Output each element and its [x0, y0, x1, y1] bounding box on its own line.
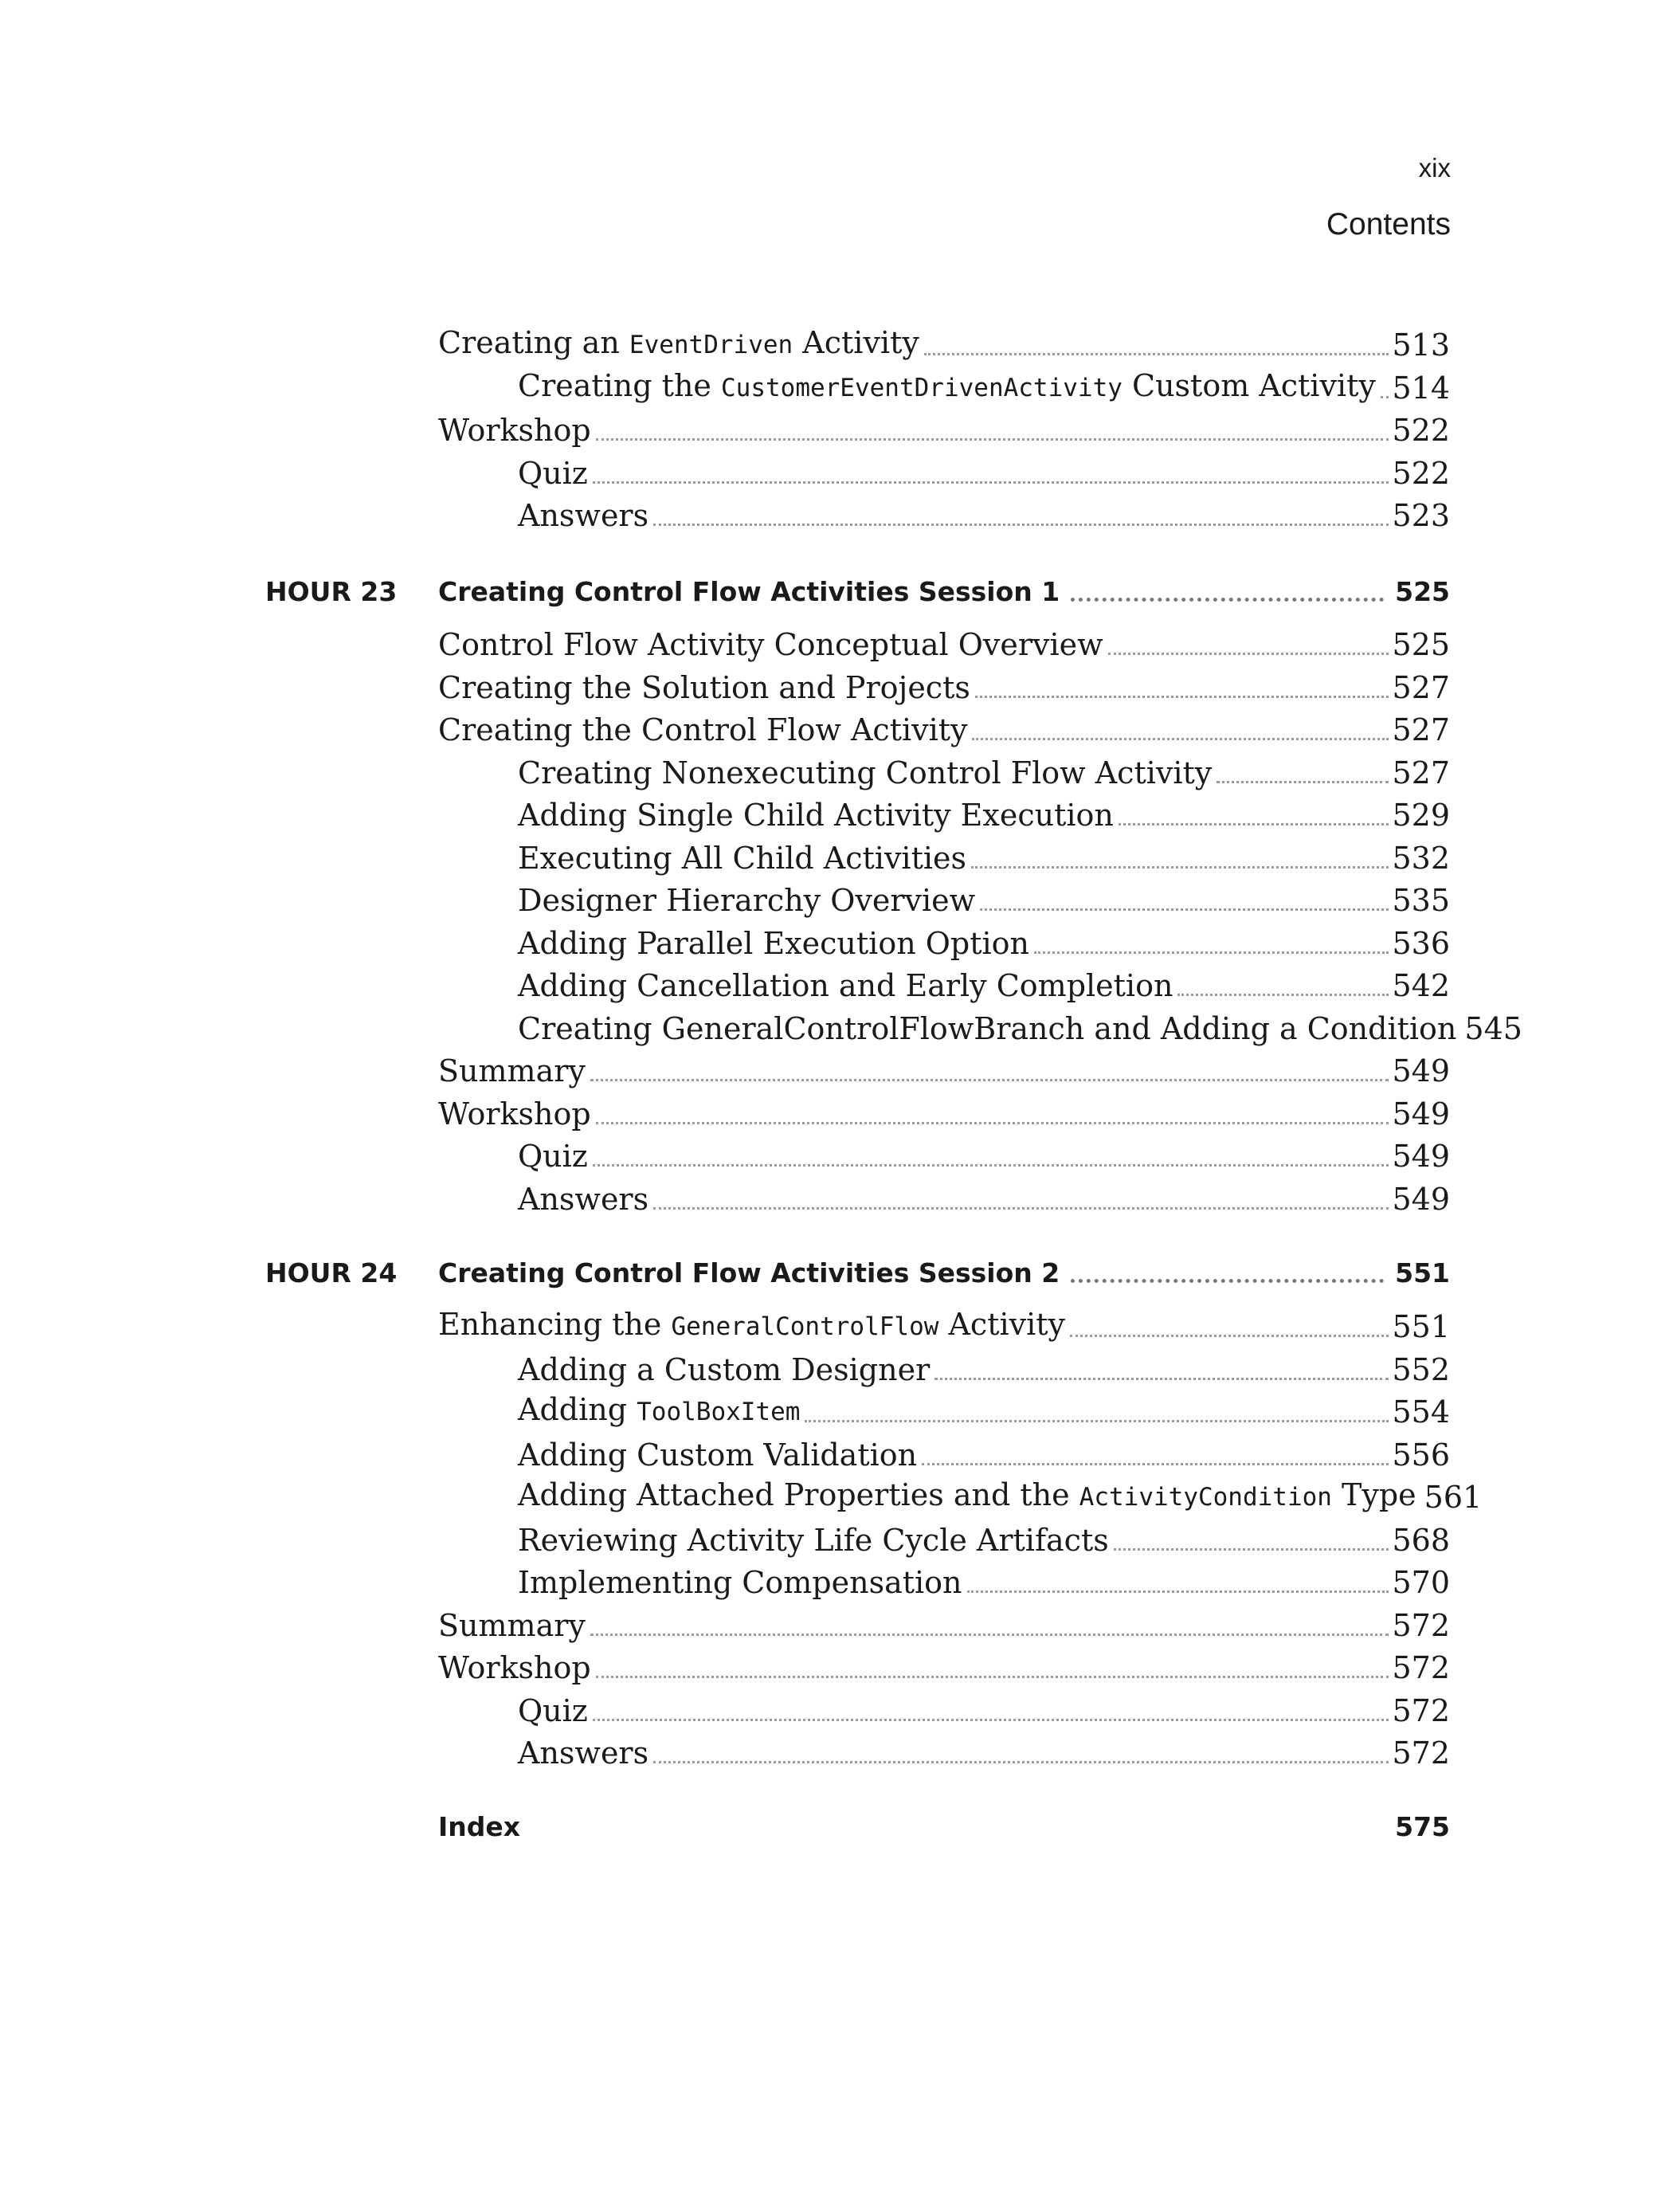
entry-title: [438, 1094, 591, 1134]
toc-entry[interactable]: [438, 1051, 1450, 1091]
entry-text: Quiz: [518, 455, 588, 491]
toc-entry[interactable]: [438, 625, 1450, 665]
entry-code: ToolBoxItem: [637, 1398, 801, 1426]
entry-code: CustomerEventDrivenActivity: [721, 373, 1123, 402]
entry-title: [518, 1350, 930, 1390]
entry-text: Executing All Child Activities: [518, 840, 966, 876]
entry-text: Answers: [518, 498, 649, 533]
dot-leader: [1119, 822, 1389, 826]
entry-text: Adding Parallel Execution Option: [518, 925, 1030, 961]
dot-leader: [971, 865, 1389, 869]
entry-text: Workshop: [438, 1650, 591, 1685]
entry-text: Adding a Custom Designer: [518, 1351, 931, 1387]
entry-page: 572: [1392, 1692, 1450, 1728]
toc-entry[interactable]: [438, 1094, 1450, 1134]
index-heading[interactable]: [438, 1807, 1450, 1847]
entry-title: [518, 1475, 1416, 1517]
dot-leader: [967, 1590, 1389, 1593]
entry-text: Creating an: [438, 325, 629, 360]
entry-page: 568: [1392, 1522, 1450, 1558]
dot-leader: [1114, 1547, 1389, 1551]
entry-page: 545: [1464, 1010, 1522, 1046]
entry-page: 536: [1392, 925, 1450, 961]
toc-entry[interactable]: [518, 1563, 1450, 1602]
entry-title: [438, 668, 970, 708]
toc-entry[interactable]: [518, 838, 1450, 878]
dot-leader: [593, 1163, 1389, 1167]
entry-text: Creating the Solution and Projects: [438, 669, 970, 705]
entry-text: Quiz: [518, 1139, 588, 1174]
dot-leader: [980, 908, 1389, 911]
entry-text: Workshop: [438, 413, 591, 448]
chapter-title: Creating Control Flow Activities Session 2: [438, 1257, 1060, 1288]
entry-title: [518, 366, 1376, 408]
entry-page: 561: [1424, 1480, 1483, 1515]
entry-title: [518, 838, 966, 878]
toc-entry[interactable]: [518, 880, 1450, 920]
dot-leader: [805, 1419, 1389, 1422]
toc-entry[interactable]: [518, 1009, 1522, 1049]
toc-entry[interactable]: [518, 1392, 1450, 1432]
entry-page: 514: [1392, 370, 1450, 406]
dot-leader: [1108, 652, 1389, 655]
entry-page: 570: [1392, 1565, 1450, 1600]
entry-title: [518, 1435, 917, 1475]
entry-title: [518, 1179, 648, 1219]
entry-title: [438, 1648, 591, 1688]
entry-page: 551: [1392, 1309, 1450, 1344]
index-title: Index: [438, 1811, 521, 1842]
entry-text: Creating the: [518, 367, 721, 403]
toc-entry[interactable]: [438, 1606, 1450, 1645]
dot-leader: [975, 695, 1389, 698]
dot-leader: [593, 480, 1389, 484]
toc-entry[interactable]: [518, 1520, 1450, 1560]
entry-title: [518, 1009, 1456, 1049]
dot-leader: [972, 737, 1389, 740]
entry-text: Workshop: [438, 1096, 591, 1131]
entry-page: 522: [1392, 455, 1450, 491]
entry-text: Summary: [438, 1053, 586, 1088]
entry-title: [518, 924, 1029, 963]
dot-leader: [653, 1760, 1389, 1763]
index-page: 575: [1395, 1811, 1450, 1842]
entry-text: Type: [1331, 1477, 1416, 1512]
entry-title: [438, 323, 919, 365]
entry-title: [518, 795, 1114, 835]
entry-page: 523: [1392, 498, 1450, 533]
entry-page: 549: [1392, 1053, 1450, 1088]
entry-title: [518, 753, 1212, 793]
dot-leader: [590, 1078, 1389, 1081]
chapter-heading[interactable]: [438, 572, 1450, 612]
entry-page: 527: [1392, 755, 1450, 790]
toc-entry[interactable]: [518, 1733, 1450, 1773]
entry-text: Designer Hierarchy Overview: [518, 883, 976, 918]
dot-leader: [1177, 993, 1389, 996]
entry-text: Reviewing Activity Life Cycle Artifacts: [518, 1522, 1109, 1558]
entry-title: [518, 453, 588, 493]
entry-title: [518, 1390, 800, 1432]
toc-entry[interactable]: [438, 1648, 1450, 1688]
entry-text: Quiz: [518, 1692, 588, 1728]
chapter-page: 551: [1395, 1257, 1450, 1288]
toc-entry[interactable]: [518, 453, 1450, 493]
dot-leader: [596, 1121, 1389, 1124]
entry-page: 549: [1392, 1096, 1450, 1131]
entry-text: Activity: [793, 325, 919, 360]
entry-page: 552: [1392, 1351, 1450, 1387]
dot-leader: [922, 1462, 1389, 1465]
dot-leader: [590, 1633, 1389, 1636]
toc-entry[interactable]: [518, 1179, 1450, 1219]
entry-page: 572: [1392, 1650, 1450, 1685]
hour-label: HOUR 23: [265, 576, 398, 607]
toc-entry[interactable]: [518, 1435, 1450, 1475]
dot-leader: [1034, 951, 1389, 954]
entry-text: Creating Nonexecuting Control Flow Activity: [518, 755, 1213, 790]
toc-entry[interactable]: [518, 1350, 1450, 1390]
entry-page: 572: [1392, 1607, 1450, 1643]
entry-page: 532: [1392, 840, 1450, 876]
entry-title: [438, 625, 1103, 665]
toc-entry[interactable]: [518, 1691, 1450, 1731]
entry-page: 529: [1392, 798, 1450, 833]
entry-code: ActivityCondition: [1079, 1483, 1332, 1512]
entry-page: 554: [1392, 1394, 1450, 1430]
running-head: Contents: [1326, 207, 1451, 241]
entry-title: [518, 1691, 588, 1731]
toc-entry[interactable]: [438, 710, 1450, 750]
dot-leader: [934, 1377, 1389, 1380]
entry-page: 549: [1392, 1139, 1450, 1174]
toc-entry[interactable]: [518, 1477, 1483, 1517]
entry-page: 513: [1392, 327, 1450, 363]
dot-leader: [1217, 780, 1389, 783]
dot-leader: [596, 437, 1389, 441]
entry-page: 527: [1392, 669, 1450, 705]
chapter-heading[interactable]: [438, 1253, 1450, 1293]
hour-label: HOUR 24: [265, 1257, 398, 1288]
dot-leader: [596, 1675, 1389, 1678]
dot-leader: [1071, 597, 1384, 602]
entry-title: [518, 496, 648, 535]
entry-page: 542: [1392, 968, 1450, 1003]
entry-code: EventDriven: [629, 331, 793, 359]
dot-leader: [1381, 395, 1389, 398]
entry-title: [438, 410, 591, 450]
entry-title: [518, 1563, 962, 1602]
toc-entry[interactable]: [438, 668, 1450, 708]
toc-entry[interactable]: [438, 1307, 1450, 1347]
toc-entry[interactable]: [518, 753, 1450, 793]
dot-leader: [1071, 1278, 1384, 1283]
toc-entry[interactable]: [518, 795, 1450, 835]
entry-text: Adding Single Child Activity Execution: [518, 798, 1114, 833]
toc-entry[interactable]: [518, 924, 1450, 963]
entry-text: Implementing Compensation: [518, 1565, 962, 1600]
entry-title: [518, 880, 975, 920]
entry-text: Creating GeneralControlFlowBranch and Adding a Condition: [518, 1010, 1457, 1046]
entry-text: Adding Attached Properties and the: [518, 1477, 1079, 1512]
entry-title: [518, 1520, 1109, 1560]
entry-title: [438, 1051, 586, 1091]
entry-page: 556: [1392, 1437, 1450, 1473]
chapter-page: 525: [1395, 576, 1450, 607]
dot-leader: [593, 1718, 1389, 1721]
toc-entry[interactable]: [518, 496, 1450, 535]
toc-entry[interactable]: [518, 1136, 1450, 1176]
entry-page: 572: [1392, 1735, 1450, 1771]
entry-text: Adding Custom Validation: [518, 1437, 918, 1473]
page-number: xix: [1418, 153, 1451, 182]
dot-leader: [924, 352, 1389, 355]
dot-leader: [653, 1206, 1389, 1210]
entry-title: [438, 710, 967, 750]
entry-page: 549: [1392, 1181, 1450, 1217]
entry-page: 527: [1392, 712, 1450, 747]
entry-text: Summary: [438, 1607, 586, 1643]
toc-entry[interactable]: [438, 410, 1450, 450]
toc-entry[interactable]: [518, 368, 1450, 408]
toc-entry[interactable]: [438, 325, 1450, 365]
entry-title: [518, 1733, 648, 1773]
entry-title: [518, 1136, 588, 1176]
dot-leader: [1070, 1334, 1389, 1337]
entry-page: 522: [1392, 413, 1450, 448]
entry-text: Custom Activity: [1122, 367, 1376, 403]
entry-page: 535: [1392, 883, 1450, 918]
entry-page: 525: [1392, 627, 1450, 662]
entry-text: Enhancing the: [438, 1307, 672, 1342]
entry-code: GeneralControlFlow: [671, 1312, 939, 1341]
entry-text: Control Flow Activity Conceptual Overview: [438, 627, 1103, 662]
entry-text: Adding: [518, 1392, 637, 1427]
entry-title: [438, 1606, 586, 1645]
entry-title: [518, 966, 1173, 1006]
chapter-title: Creating Control Flow Activities Session 1: [438, 576, 1060, 607]
entry-text: Answers: [518, 1735, 649, 1771]
entry-text: Adding Cancellation and Early Completion: [518, 968, 1173, 1003]
dot-leader: [653, 523, 1389, 526]
entry-text: Creating the Control Flow Activity: [438, 712, 968, 747]
entry-title: [438, 1304, 1065, 1347]
entry-text: Answers: [518, 1181, 649, 1217]
toc-entry[interactable]: [518, 966, 1450, 1006]
entry-text: Activity: [938, 1307, 1065, 1342]
